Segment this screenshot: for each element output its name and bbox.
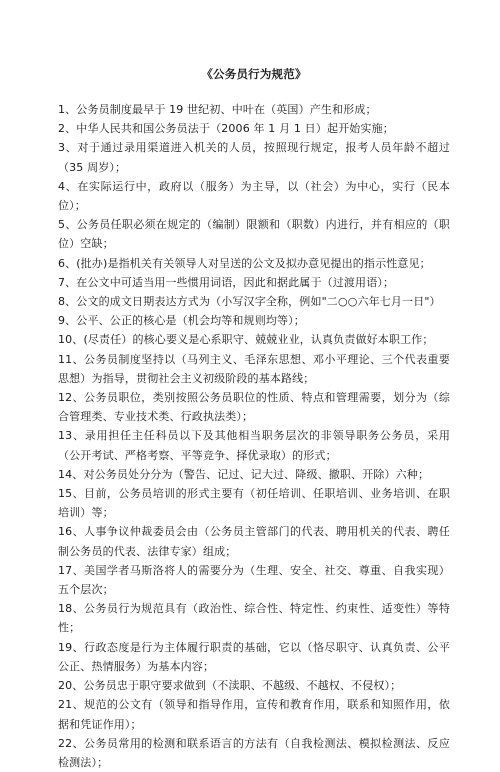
document-title: 《公务员行为规范》 (201, 67, 307, 81)
list-item: 14、对公务员处分分为（警告、记过、记大过、降级、撤职、开除）六种； (58, 467, 430, 481)
list-item: 16、人事争议仲裁委员会由（公务员主管部门的代表、聘用机关的代表、聘任制公务员的代表、法律专家）组成； (58, 525, 450, 558)
list-item: 11、公务员制度坚持以（马列主义、毛泽东思想、邓小平理论、三个代表重要思想）为指导，贯彻社会主义初级阶段的基本路线； (58, 352, 450, 385)
list-item: 7、在公文中可适当用一些惯用词语，因此和据此属于（过渡用语）； (58, 275, 395, 289)
list-item: 20、公务员忠于职守要求做到（不渎职、不越级、不越权、不侵权）； (58, 679, 402, 693)
list-item: 6、(批办)是指机关有关领导人对呈送的公文及拟办意见提出的指示性意见； (58, 256, 431, 270)
list-item: 1、公务员制度最早于 19 世纪初、中叶在（英国）产生和形成； (58, 103, 377, 116)
list-item: 19、行政态度是行为主体履行职责的基础，它以（恪尽职守、认真负责、公平公正、热情服务）为基本内容； (58, 640, 450, 673)
list-item: 13、录用担任主任科员以下及其他相当职务层次的非领导职务公务员，采用（公开考试、严格考察、平等竞争、择优录取）的形式； (58, 429, 450, 462)
list-item: 9、公平、公正的核心是（机会均等和规则均等）； (58, 314, 305, 328)
list-item: 2、中华人民共和国公务员法于（2006 年 1 月 1 日）起开始实施； (58, 122, 394, 136)
document-body (58, 100, 450, 772)
list-item: 5、公务员任职必须在规定的（编制）限额和（职数）内进行，并有相应的（职位）空缺； (58, 218, 450, 251)
list-item: 18、公务员行为规范具有（政治性、综合性、特定性、约束性、适变性）等特性； (58, 602, 450, 635)
list-item: 17、美国学者马斯洛将人的需要分为（生理、安全、社交、尊重、自我实现）五个层次； (58, 563, 450, 597)
list-item: 10、(尽责任）的核心要义是心系职守、兢兢业业，认真负责做好本职工作； (58, 333, 434, 347)
list-item: 21、规范的公文有（领导和指导作用，宣传和教育作用，联系和知照作用，依据和凭证作用）； (58, 698, 450, 731)
list-item: 12、公务员职位，类别按照公务员职位的性质、特点和管理需要，划分为（综合管理类、专业技术类、行政执法类）； (58, 391, 450, 424)
list-item: 3、对于通过录用渠道进入机关的人员，按照现行规定，报考人员年龄不超过（35 周岁）； (58, 141, 450, 174)
list-item: 4、在实际运行中，政府以（服务）为主导，以（社会）为中心，实行（民本位）； (58, 179, 450, 213)
list-item: 8、公文的成文日期表达方式为（小写汉字全称，例如"二○○六年七月一日"） (58, 295, 441, 309)
list-item: 22、公务员常用的检测和联系语言的方法有（自我检测法、模拟检测法、反应检测法）； (58, 736, 450, 769)
list-item: 15、目前，公务员培训的形式主要有（初任培训、任职培训、业务培训、在职培训）等； (58, 487, 450, 520)
